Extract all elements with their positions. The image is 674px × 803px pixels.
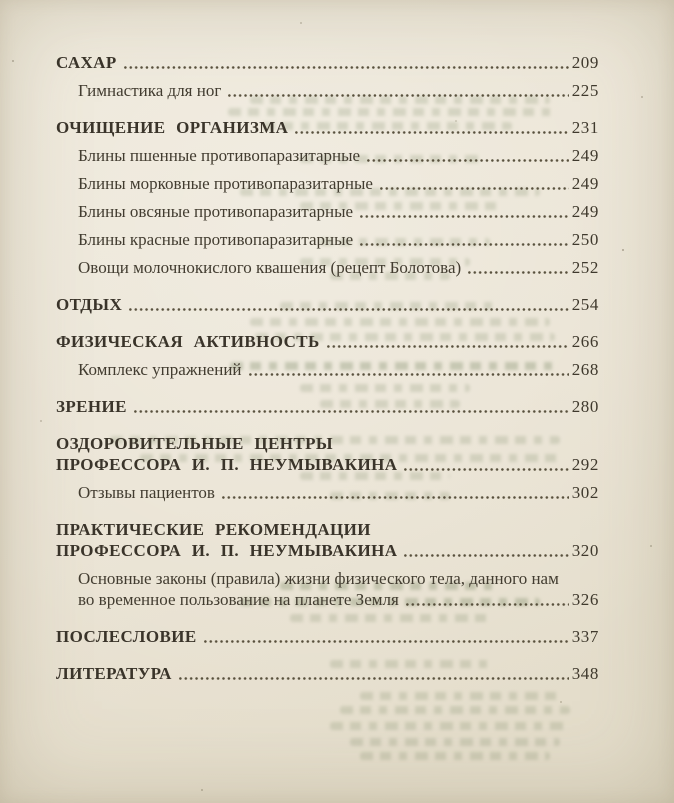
- dot-leader: [222, 496, 569, 499]
- toc-page-number: 249: [571, 202, 599, 221]
- toc-entry: [56, 257, 599, 278]
- toc-entry-row: [56, 454, 599, 475]
- toc-entry-title: Комплекс упражнений: [78, 360, 242, 379]
- toc-entry-row: [78, 482, 599, 503]
- toc-entry-title: Отзывы пациентов: [78, 483, 215, 502]
- toc-page-number: 209: [571, 53, 599, 72]
- toc-entry-row: [78, 257, 599, 278]
- toc-entry-title: Блины морковные противопаразитарные: [78, 174, 373, 193]
- toc-entry-title: Гимнастика для ног: [78, 81, 222, 100]
- toc-page-number: 326: [571, 590, 599, 609]
- toc-entry: [56, 173, 599, 194]
- toc-page-number: 302: [571, 483, 599, 502]
- toc-entry: [56, 482, 599, 503]
- toc-page-number: 250: [571, 230, 599, 249]
- toc-entry-title: Блины овсяные противопаразитарные: [78, 202, 354, 221]
- toc-page-number: 348: [571, 664, 599, 683]
- dot-leader: [468, 271, 569, 274]
- toc-entry-row: [56, 626, 599, 647]
- toc-page-number: 320: [571, 541, 599, 560]
- dot-leader: [406, 603, 569, 606]
- toc-entry-title-line: ОЗДОРОВИТЕЛЬНЫЕ ЦЕНТРЫ: [56, 434, 334, 453]
- toc-entry-title: Блины пшенные противопаразитарные: [78, 146, 361, 165]
- toc-entry-row: [56, 396, 599, 417]
- toc-entry-row: [78, 145, 599, 166]
- toc-entry: [56, 294, 599, 315]
- toc-entry-title: ПРОФЕССОРА И. П. НЕУМЫВАКИНА: [56, 541, 398, 560]
- toc-entry-row: [56, 294, 599, 315]
- dot-leader: [404, 554, 568, 557]
- toc-page-number: 337: [571, 627, 599, 646]
- toc-entry-title: ЛИТЕРАТУРА: [56, 664, 172, 683]
- toc-entry-row: [78, 359, 599, 380]
- dot-leader: [380, 187, 569, 190]
- toc-entry-title: САХАР: [56, 53, 117, 72]
- toc-entry-row: [56, 331, 599, 352]
- table-of-contents: [56, 52, 599, 684]
- toc-entry: [56, 433, 599, 475]
- toc-entry-title: Блины красные противопаразитарные: [78, 230, 354, 249]
- toc-entry-title: во временное пользование на планете Земля: [78, 590, 399, 609]
- toc-entry-row: [78, 173, 599, 194]
- dot-leader: [204, 640, 569, 643]
- toc-entry: [56, 359, 599, 380]
- dot-leader: [134, 410, 569, 413]
- toc-entry: [56, 663, 599, 684]
- toc-entry-title-line: ПРАКТИЧЕСКИЕ РЕКОМЕНДАЦИИ: [56, 520, 371, 539]
- dot-leader: [404, 468, 568, 471]
- toc-page-number: 280: [571, 397, 599, 416]
- toc-entry: [56, 201, 599, 222]
- toc-entry: [56, 626, 599, 647]
- toc-page-number: 292: [571, 455, 599, 474]
- toc-entry-title: ФИЗИЧЕСКАЯ АКТИВНОСТЬ: [56, 332, 320, 351]
- toc-page-number: 249: [571, 146, 599, 165]
- toc-page-number: 249: [571, 174, 599, 193]
- toc-entry: [56, 145, 599, 166]
- toc-entry-row: [56, 117, 599, 138]
- toc-entry: [56, 396, 599, 417]
- dot-leader: [360, 215, 569, 218]
- toc-entry: [56, 568, 599, 610]
- scan-speckles: [0, 0, 2, 2]
- dot-leader: [295, 131, 568, 134]
- dot-leader: [228, 94, 568, 97]
- toc-entry-title-line: Основные законы (правила) жизни физического тела, данного нам: [78, 569, 559, 588]
- toc-page-number: 268: [571, 360, 599, 379]
- toc-page-number: 231: [571, 118, 599, 137]
- toc-page-number: 254: [571, 295, 599, 314]
- toc-entry-row: [78, 229, 599, 250]
- toc-entry-row: [78, 589, 599, 610]
- dot-leader: [129, 308, 569, 311]
- dot-leader: [249, 373, 569, 376]
- toc-entry: [56, 117, 599, 138]
- toc-entry-title: Овощи молочнокислого квашения (рецепт Болотова): [78, 258, 462, 277]
- toc-entry-title: ОТДЫХ: [56, 295, 123, 314]
- toc-entry-row: [78, 80, 599, 101]
- dot-leader: [367, 159, 569, 162]
- dot-leader: [124, 66, 569, 69]
- toc-entry-row: [56, 540, 599, 561]
- toc-entry-row: [78, 201, 599, 222]
- toc-entry: [56, 519, 599, 561]
- dot-leader: [360, 243, 569, 246]
- dot-leader: [327, 345, 569, 348]
- toc-entry: [56, 331, 599, 352]
- toc-entry-title: ОЧИЩЕНИЕ ОРГАНИЗМА: [56, 118, 289, 137]
- toc-entry-title: ПОСЛЕСЛОВИЕ: [56, 627, 197, 646]
- toc-entry: [56, 80, 599, 101]
- toc-entry-title: ПРОФЕССОРА И. П. НЕУМЫВАКИНА: [56, 455, 398, 474]
- toc-page-number: 225: [571, 81, 599, 100]
- toc-entry-row: [56, 52, 599, 73]
- toc-page-number: 266: [571, 332, 599, 351]
- toc-entry: [56, 52, 599, 73]
- toc-page-number: 252: [571, 258, 599, 277]
- toc-entry: [56, 229, 599, 250]
- toc-entry-row: [56, 663, 599, 684]
- dot-leader: [179, 677, 569, 680]
- toc-entry-title: ЗРЕНИЕ: [56, 397, 127, 416]
